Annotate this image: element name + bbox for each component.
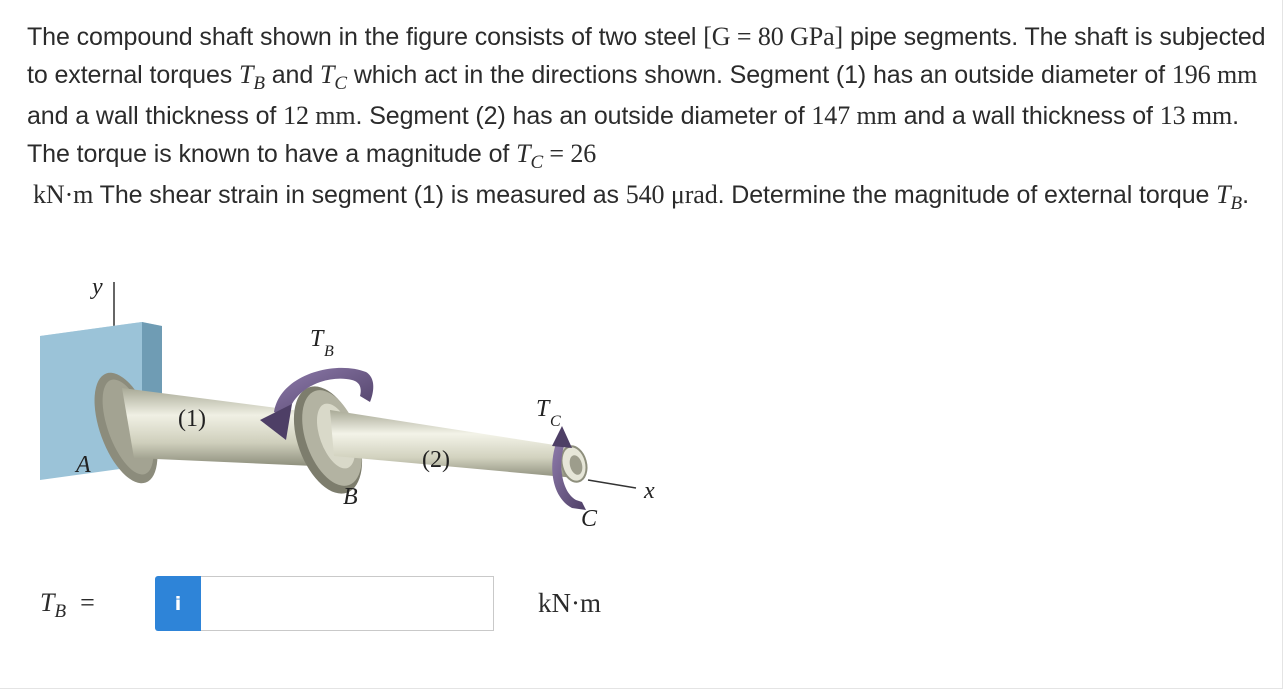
answer-label [40,586,95,622]
info-icon: i [174,592,182,615]
answer-input[interactable] [201,576,494,631]
segment-2-label: (2) [422,447,450,473]
label-c: C [581,506,598,532]
answer-label-subscript: B [54,601,67,622]
x-axis-label: x [644,478,655,504]
torque-tb-label: T [310,326,324,352]
torque-tc-label-sub: C [550,413,561,430]
problem-statement: The compound shaft shown in the figure consists of two steel [G = 80 GPa] pipe segments. The shaft is subjected to external torques $T_B$ and $T_C$ which act in the directions shown. Segment (1) has an outside diameter of 196 mm and a wall thickness of 12 mm. Segment (2) has an outside diameter of 147 mm and a wall thickness of 13 mm. The torque is known to have a magnitude of $T_C = 26$ kN·m The shear strain in segment (1) is measured as 540 μrad. Determine the magnitude of external torque $T_B$. [27,22,1266,214]
info-icon-button[interactable] [155,576,201,631]
x-axis-line [588,480,636,488]
segment-1-label: (1) [178,406,206,432]
shaft-figure [30,270,690,540]
label-a: A [76,452,91,478]
y-axis-label: y [92,274,103,300]
answer-label-equals: = [80,588,95,617]
answer-label-symbol: T [40,588,55,617]
answer-unit: kN·m [538,588,601,618]
torque-tb-label-sub: B [324,343,334,360]
label-b: B [343,484,358,510]
torque-tc-label: T [536,396,550,422]
